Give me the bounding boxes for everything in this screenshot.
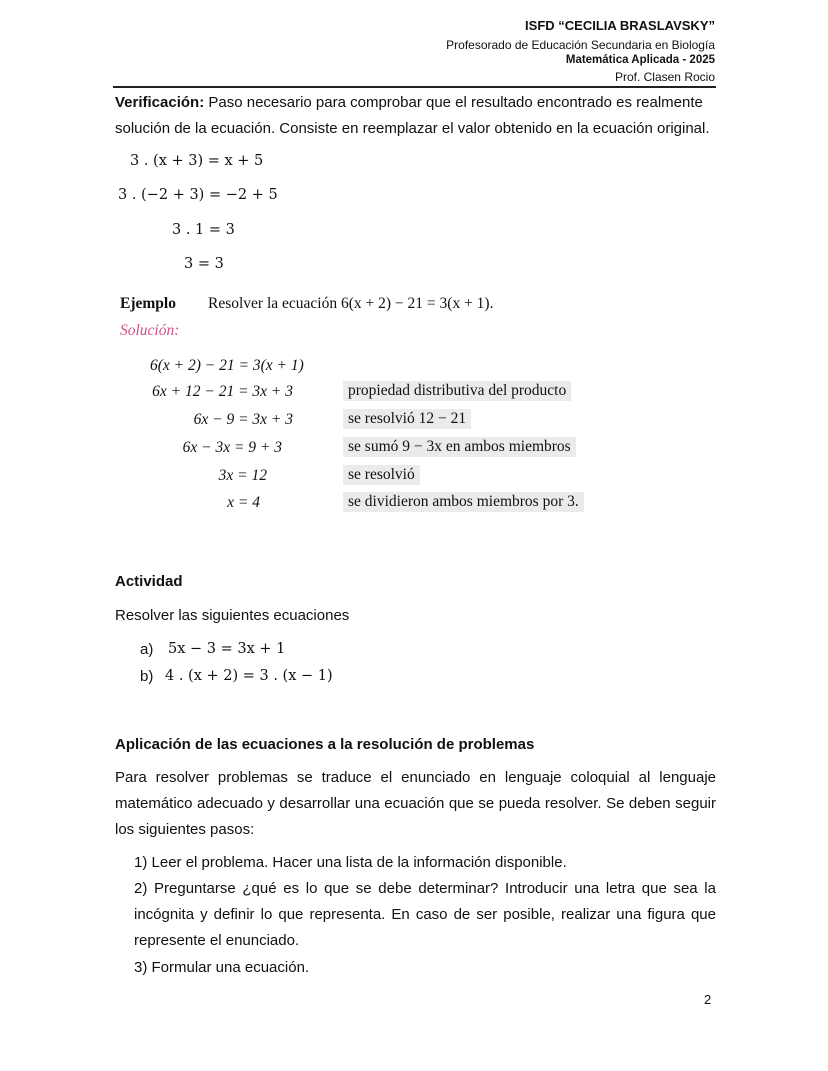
verification-step: 3 . 1 = 3 xyxy=(172,222,235,238)
activity-instruction: Resolver las siguientes ecuaciones xyxy=(115,607,350,624)
verification-step: 3 . (x + 3) = x + 5 xyxy=(130,153,264,169)
verification-step: 3 = 3 xyxy=(184,256,224,272)
activity-item-equation: 5x − 3 = 3x + 1 xyxy=(168,641,286,657)
example-equation: 6(x + 2) − 21 = 3(x + 1) xyxy=(150,357,304,374)
header-divider xyxy=(113,86,716,88)
course-name: Matemática Aplicada - 2025 xyxy=(565,54,715,66)
page-number: 2 xyxy=(704,992,712,1007)
example-label: Ejemplo xyxy=(120,295,176,312)
solution-step-equation: 6x − 3x = 9 + 3 xyxy=(182,439,282,456)
application-step: 1) Leer el problema. Hacer una lista de la información disponible. xyxy=(134,854,567,871)
teacher-name: Prof. Clasen Rocio xyxy=(614,70,715,84)
solution-step-equation: x = 4 xyxy=(227,494,260,511)
example-statement: Resolver la ecuación 6(x + 2) − 21 = 3(x + 1). xyxy=(208,295,494,312)
activity-item-label: a) xyxy=(140,641,154,658)
activity-item-equation: 4 . (x + 2) = 3 . (x − 1) xyxy=(165,668,333,684)
solution-step-note: propiedad distributiva del producto xyxy=(343,381,571,401)
solution-step-note: se resolvió 12 − 21 xyxy=(343,409,471,429)
verification-line-2: solución de la ecuación. Consiste en reemplazar el valor obtenido en la ecuación original. xyxy=(115,120,710,137)
application-step: 3) Formular una ecuación. xyxy=(134,959,310,976)
verification-term: Verificación: xyxy=(115,94,205,111)
verification-line-1 xyxy=(115,94,703,111)
solution-step-equation: 3x = 12 xyxy=(218,467,267,484)
application-intro: Para resolver problemas se traduce el enunciado en lenguaje coloquial al lenguaje matemático adecuado y desarrollar una ecuación que se pueda resolver. Se deben seguir los siguientes pasos: xyxy=(115,769,716,838)
verification-text: Paso necesario para comprobar que el resultado encontrado es realmente xyxy=(204,94,703,111)
solution-step-note: se dividieron ambos miembros por 3. xyxy=(343,492,584,512)
activity-title: Actividad xyxy=(115,573,183,590)
verification-step: 3 . (−2 + 3) = −2 + 5 xyxy=(118,187,278,203)
solution-label: Solución: xyxy=(120,322,180,339)
solution-step-equation: 6x + 12 − 21 = 3x + 3 xyxy=(152,383,293,400)
program-name: Profesorado de Educación Secundaria en Biología xyxy=(446,38,715,52)
institution-name: ISFD “CECILIA BRASLAVSKY” xyxy=(525,18,715,33)
solution-step-equation: 6x − 9 = 3x + 3 xyxy=(193,411,293,428)
application-title: Aplicación de las ecuaciones a la resolución de problemas xyxy=(115,736,535,753)
solution-step-note: se resolvió xyxy=(343,465,420,485)
activity-item-label: b) xyxy=(140,668,154,685)
solution-step-note: se sumó 9 − 3x en ambos miembros xyxy=(343,437,576,457)
application-step: 2) Preguntarse ¿qué es lo que se debe determinar? Introducir una letra que sea la incógnita y definir lo que representa. En caso de ser posible, realizar una figura que represente el enunciado. xyxy=(134,880,716,949)
